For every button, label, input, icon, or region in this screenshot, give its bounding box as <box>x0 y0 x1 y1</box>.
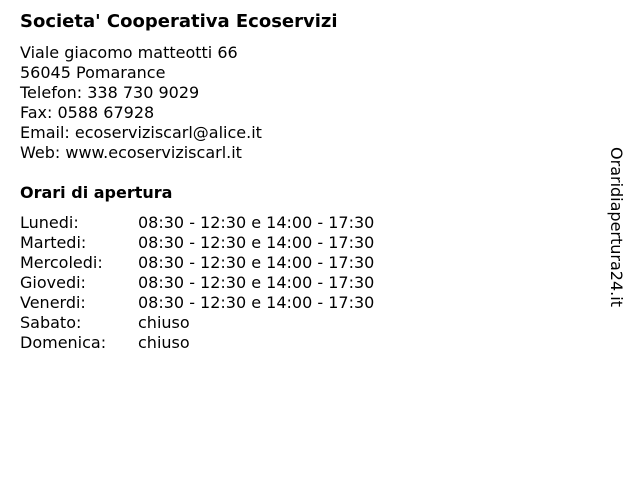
day-label: Giovedi: <box>20 273 86 292</box>
day-hours: 08:30 - 12:30 e 14:00 - 17:30 <box>138 253 375 272</box>
day-label: Martedi: <box>20 233 87 252</box>
day-label: Venerdi: <box>20 293 86 312</box>
day-label: Lunedi: <box>20 213 79 232</box>
contact-block <box>20 43 262 163</box>
day-label: Sabato: <box>20 313 82 332</box>
site-watermark <box>596 137 636 317</box>
day-hours: 08:30 - 12:30 e 14:00 - 17:30 <box>138 213 375 232</box>
day-hours: 08:30 - 12:30 e 14:00 - 17:30 <box>138 293 375 312</box>
fax-line: Fax: 0588 67928 <box>20 103 155 122</box>
watermark-text: Oraridiapertura24.it <box>607 147 627 307</box>
email-line: Email: ecoserviziscarl@alice.it <box>20 123 262 142</box>
day-hours: chiuso <box>138 313 190 332</box>
day-label: Mercoledi: <box>20 253 103 272</box>
day-hours: chiuso <box>138 333 190 352</box>
city-line: 56045 Pomarance <box>20 63 166 82</box>
hours-heading: Orari di apertura <box>20 183 173 202</box>
business-name: Societa' Cooperativa Ecoservizi <box>20 11 338 32</box>
web-line: Web: www.ecoserviziscarl.it <box>20 143 242 162</box>
phone-line: Telefon: 338 730 9029 <box>20 83 200 102</box>
day-hours: 08:30 - 12:30 e 14:00 - 17:30 <box>138 273 375 292</box>
day-hours: 08:30 - 12:30 e 14:00 - 17:30 <box>138 233 375 252</box>
day-label: Domenica: <box>20 333 107 352</box>
address-line: Viale giacomo matteotti 66 <box>20 43 238 62</box>
